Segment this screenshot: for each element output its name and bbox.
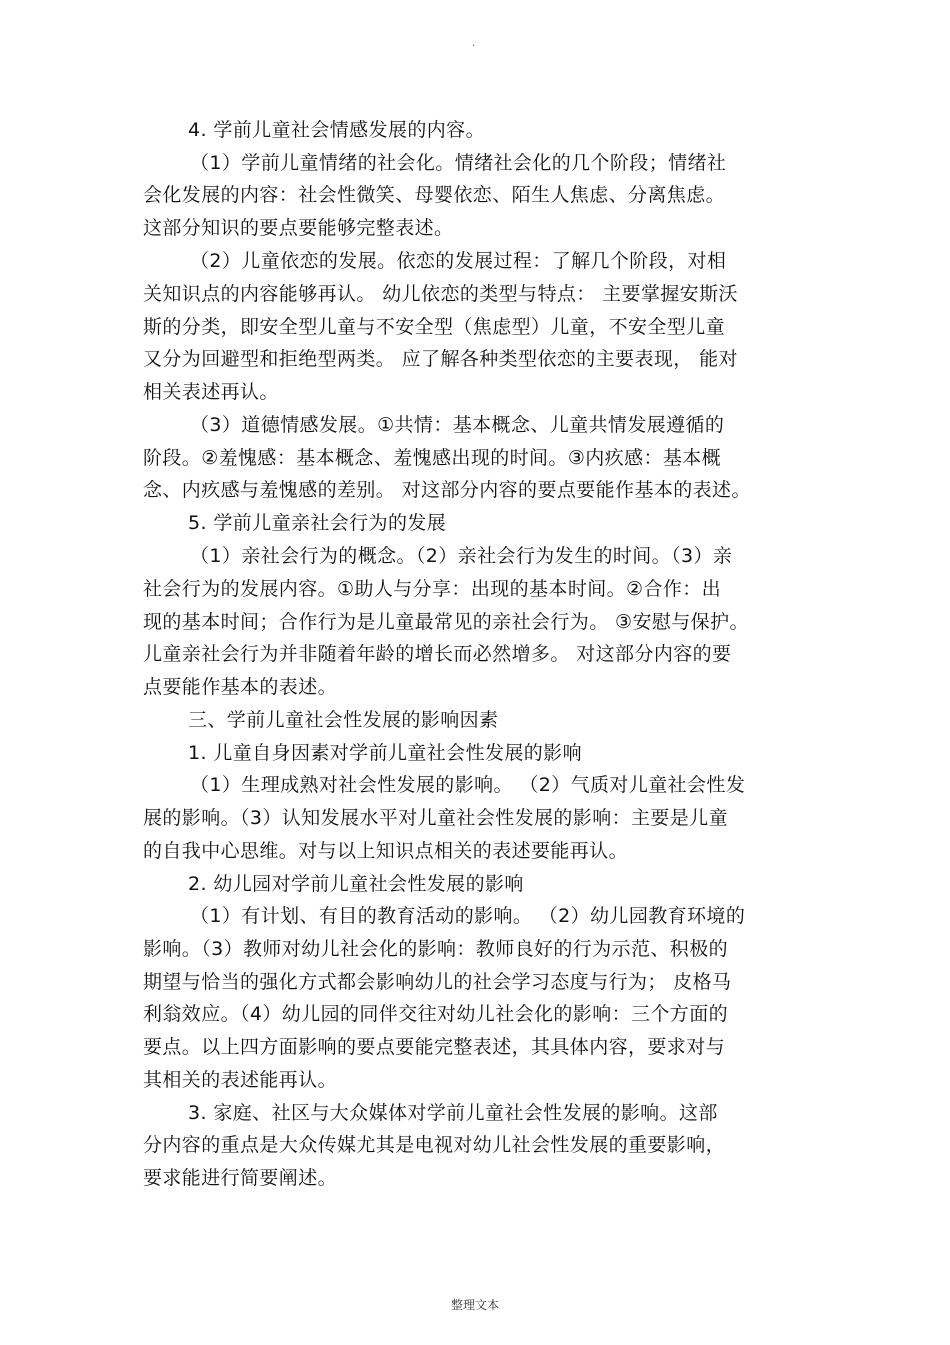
paragraph-line: 点要能作基本的表述。 <box>143 676 338 698</box>
paragraph-line: 其相关的表述能再认。 <box>143 1069 338 1091</box>
paragraph-line: 现的基本时间；合作行为是儿童最常见的亲社会行为。 ③安慰与保护。 <box>143 611 749 633</box>
paragraph-line: 儿童亲社会行为并非随着年龄的增长而必然增多。 对这部分内容的要 <box>143 643 732 665</box>
paragraph-line: （1）有计划、有目的教育活动的影响。 （2）幼儿园教育环境的 <box>190 905 746 927</box>
paragraph-line: 念、内疚感与羞愧感的差别。 对这部分内容的要点要能作基本的表述。 <box>143 479 751 501</box>
paragraph-line: （2）儿童依恋的发展。依恋的发展过程：了解几个阶段，对相 <box>190 250 727 272</box>
paragraph-line: 展的影响。（3）认知发展水平对儿童社会性发展的影响：主要是儿童 <box>143 807 728 829</box>
paragraph-line: 利翁效应。（4）幼儿园的同伴交往对幼儿社会化的影响：三个方面的 <box>143 1003 728 1025</box>
paragraph-line: 这部分知识的要点要能够完整表述。 <box>143 217 454 239</box>
paragraph-line: 又分为回避型和拒绝型两类。 应了解各种类型依恋的主要表现， 能对 <box>143 348 738 370</box>
paragraph-line: （1）生理成熟对社会性发展的影响。 （2）气质对儿童社会性发 <box>190 774 746 796</box>
chapter-heading-3: 三、学前儿童社会性发展的影响因素 <box>188 709 499 731</box>
section-heading-5: 5. 学前儿童亲社会行为的发展 <box>188 512 447 534</box>
paragraph-line: （1）亲社会行为的概念。（2）亲社会行为发生的时间。（3）亲 <box>190 545 733 567</box>
paragraph-line: 斯的分类，即安全型儿童与不安全型（焦虑型）儿童，不安全型儿童 <box>143 316 726 338</box>
paragraph-line: 阶段。②羞愧感：基本概念、羞愧感出现的时间。③内疚感：基本概 <box>143 447 722 469</box>
paragraph-line: （3）道德情感发展。①共情：基本概念、儿童共情发展遵循的 <box>190 414 725 436</box>
section-heading-3: 3. 家庭、社区与大众媒体对学前儿童社会性发展的影响。这部 <box>188 1102 718 1124</box>
paragraph-line: 影响。（3）教师对幼儿社会化的影响：教师良好的行为示范、积极的 <box>143 938 728 960</box>
page-footer: 整理文本 <box>450 1298 499 1312</box>
paragraph-line: 社会行为的发展内容。①助人与分享：出现的基本时间。②合作：出 <box>143 578 722 600</box>
section-heading-4: 4. 学前儿童社会情感发展的内容。 <box>188 119 485 141</box>
top-dot-mark: . <box>472 38 476 49</box>
paragraph-line: 关知识点的内容能够再认。 幼儿依恋的类型与特点： 主要掌握安斯沃 <box>143 283 738 305</box>
section-heading-2: 2. 幼儿园对学前儿童社会性发展的影响 <box>188 873 524 895</box>
paragraph-line: 会化发展的内容：社会性微笑、母婴依恋、陌生人焦虑、分离焦虑。 <box>143 184 726 206</box>
paragraph-line: 分内容的重点是大众传媒尤其是电视对幼儿社会性发展的重要影响， <box>143 1134 726 1156</box>
paragraph-line: 要求能进行简要阐述。 <box>143 1167 338 1189</box>
paragraph-line: 相关表述再认。 <box>143 381 279 403</box>
paragraph-line: 要点。以上四方面影响的要点要能完整表述，其具体内容，要求对与 <box>143 1036 726 1058</box>
paragraph-line: （1）学前儿童情绪的社会化。情绪社会化的几个阶段；情绪社 <box>190 152 727 174</box>
paragraph-line: 期望与恰当的强化方式都会影响幼儿的社会学习态度与行为； 皮格马 <box>143 971 732 993</box>
section-heading-1: 1. 儿童自身因素对学前儿童社会性发展的影响 <box>188 742 582 764</box>
paragraph-line: 的自我中心思维。对与以上知识点相关的表述要能再认。 <box>143 840 629 862</box>
